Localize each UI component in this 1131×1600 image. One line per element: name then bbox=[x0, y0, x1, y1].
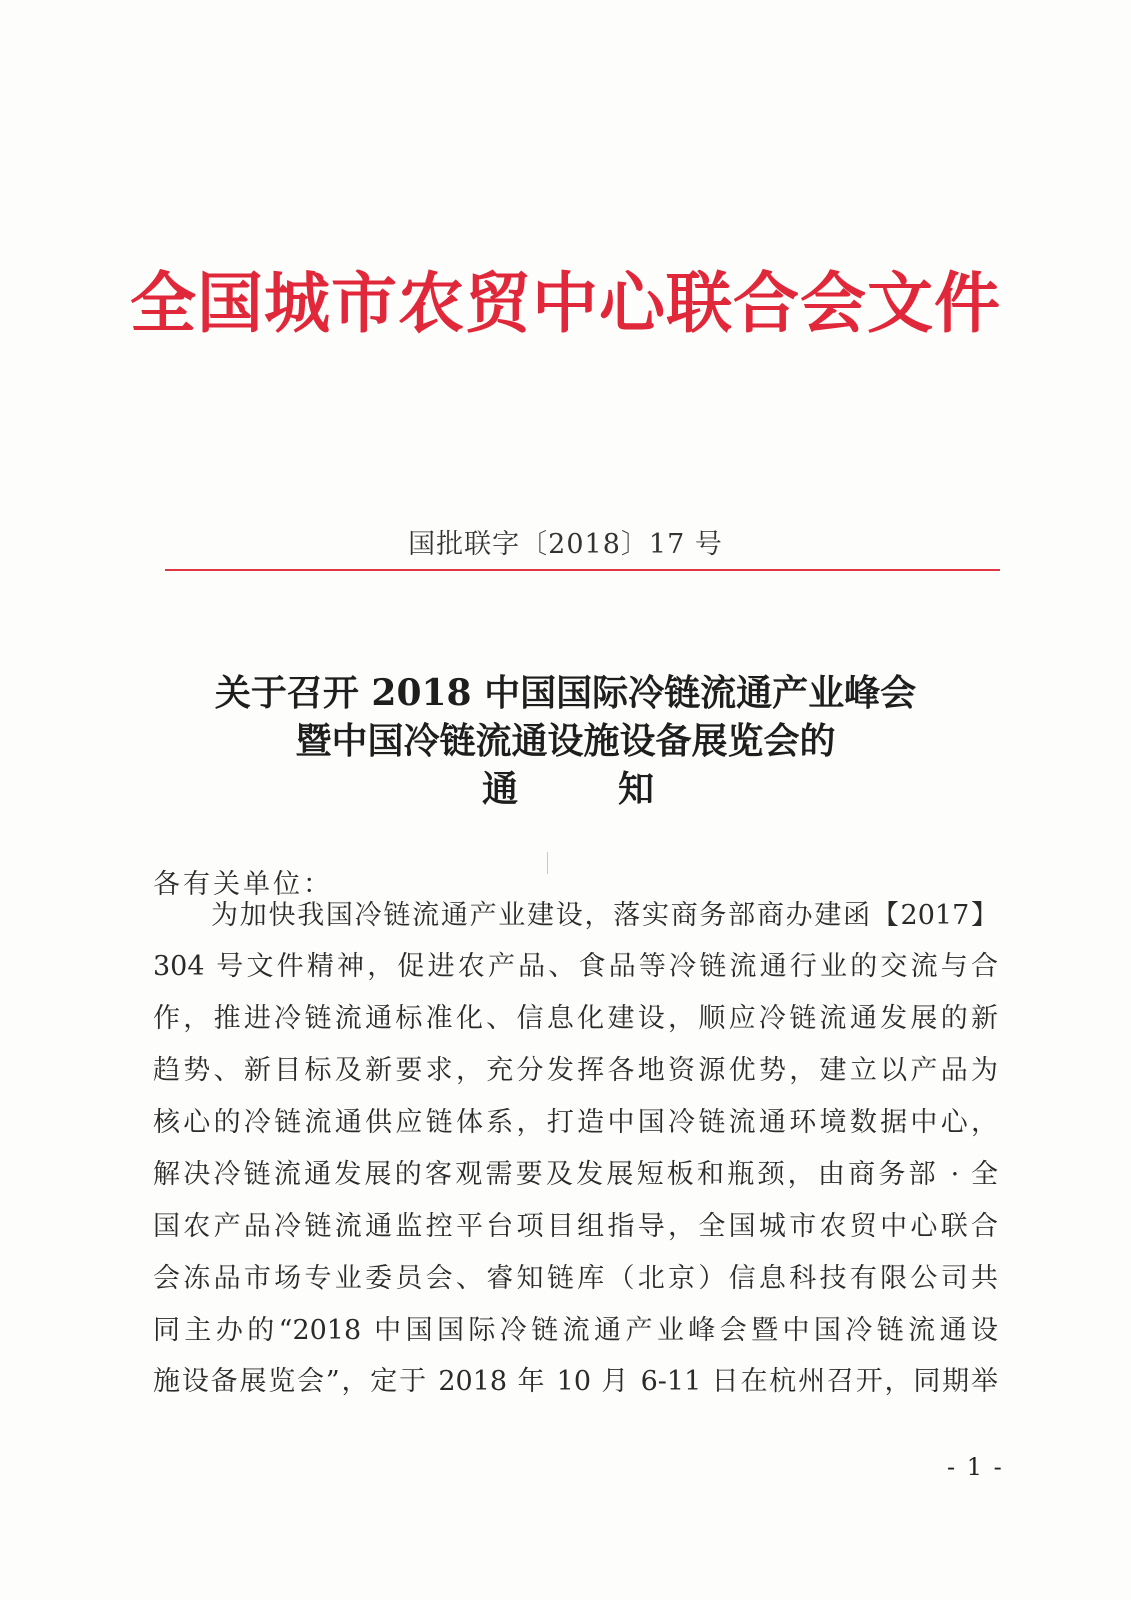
body-paragraph-line: 国农产品冷链流通监控平台项目组指导，全国城市农贸中心联合 bbox=[153, 1211, 998, 1242]
notice-title-char-2: 知 bbox=[618, 768, 655, 810]
body-paragraph-line: 为加快我国冷链流通产业建设，落实商务部商办建函【2017】 bbox=[211, 900, 998, 931]
letterhead-title: 全国城市农贸中心联合会文件 bbox=[130, 264, 1001, 342]
body-paragraph-line: 同主办的“2018 中国国际冷链流通产业峰会暨中国冷链流通设 bbox=[153, 1315, 998, 1346]
notice-title-char-1: 通 bbox=[482, 768, 519, 810]
notice-title-line-3 bbox=[482, 768, 692, 810]
scan-artifact-mark bbox=[547, 852, 548, 874]
notice-title-line-2: 暨中国冷链流通设施设备展览会的 bbox=[295, 720, 836, 762]
salutation: 各有关单位： bbox=[153, 869, 333, 900]
body-paragraph-line: 会冻品市场专业委员会、睿知链库（北京）信息科技有限公司共 bbox=[153, 1263, 998, 1294]
red-divider-line bbox=[165, 569, 1000, 571]
page-number: - 1 - bbox=[947, 1453, 1004, 1481]
body-paragraph-line: 解决冷链流通发展的客观需要及发展短板和瓶颈，由商务部 · 全 bbox=[153, 1159, 998, 1190]
document-number: 国批联字〔2018〕17 号 bbox=[408, 529, 723, 560]
notice-title-line-1: 关于召开 2018 中国国际冷链流通产业峰会 bbox=[214, 672, 917, 714]
body-paragraph-line: 施设备展览会”，定于 2018 年 10 月 6-11 日在杭州召开，同期举 bbox=[153, 1366, 998, 1397]
body-paragraph-line: 核心的冷链流通供应链体系，打造中国冷链流通环境数据中心， bbox=[153, 1107, 998, 1138]
body-paragraph-line: 作，推进冷链流通标准化、信息化建设，顺应冷链流通发展的新 bbox=[153, 1003, 998, 1034]
body-paragraph-line: 趋势、新目标及新要求，充分发挥各地资源优势，建立以产品为 bbox=[153, 1055, 998, 1086]
body-paragraph-line: 304 号文件精神，促进农产品、食品等冷链流通行业的交流与合 bbox=[153, 951, 998, 982]
